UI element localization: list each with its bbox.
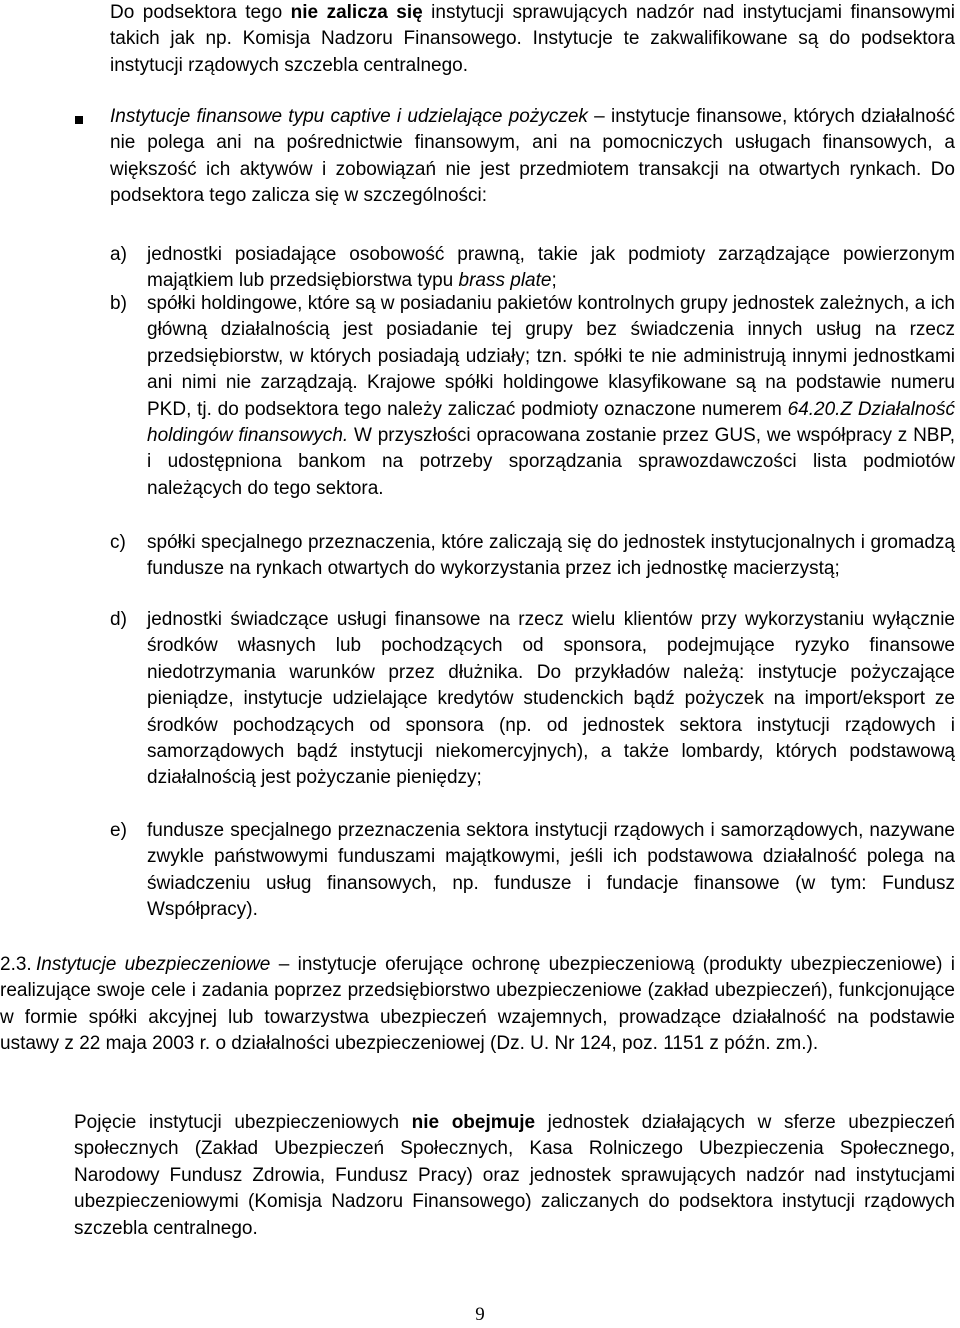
page-number: 9	[475, 1304, 485, 1325]
list-text: fundusze specjalnego przeznaczenia sektora instytucji rządowych i samorządowych, nazywane zwykle państwowymi funduszami majątkowymi, jeśli ich podstawowa działalność polega na świadczeniu usług finansowych, np. fundusze i fundacje finansowe (w tym: Fundusz Współpracy).	[147, 820, 955, 921]
list-label: d)	[110, 609, 127, 630]
list-text	[147, 291, 955, 502]
captive-title: Instytucje finansowe typu captive i udzielające pożyczek	[110, 106, 588, 127]
intro-text-1: Do podsektora tego	[110, 2, 291, 23]
list-text: jednostki świadczące usługi finansowe na rzecz wielu klientów przy wykorzystaniu wyłącznie środków własnych lub pochodzących od sponsora, podejmujące ryzyko finansowe niedotrzymania warunków przez dłużnika. Do przykładów należą: instytucje pożyczające pieniądze, instytucje udzielające kredytów studenckich bądź pożyczek na import/eksport ze środków pochodzących od sponsora (np. od jednostek sektora instytucji rządowych i samorządowych bądź instytucji niekomercyjnych), a także lombardy, których podstawową działalnością jest pożyczanie pieniędzy;	[147, 609, 955, 789]
intro-text-2: instytucji sprawujących nadzór nad instytucjami finansowymi takich jak np. Komisja Nadzoru Finansowego. Instytucje te zakwalifikowane są do podsektora instytucji rządowych szczebla centralnego.	[110, 2, 955, 76]
list-label: c)	[110, 532, 126, 553]
section-title: Instytucje ubezpieczeniowe	[36, 954, 271, 975]
list-label: b)	[110, 293, 127, 314]
list-label: e)	[110, 820, 127, 841]
list-text-tail: W przyszłości opracowana zostanie przez GUS, we współpracy z NBP, i udostępniona bankom na potrzeby sporządzania sprawozdawczości lista podmiotów należących do tego sektora.	[147, 425, 955, 499]
intro-paragraph	[110, 0, 955, 79]
intro-bold: nie zalicza się	[290, 2, 423, 23]
list-text-italic: brass plate	[458, 270, 552, 292]
list-item-d	[110, 607, 955, 819]
list-text	[147, 242, 955, 295]
list-label: a)	[110, 244, 127, 265]
list-text-italic: 64.20.Z Działalność holdingów finansowych.	[147, 398, 955, 447]
list-text: spółki specjalnego przeznaczenia, które zaliczają się do jednostek instytucjonalnych i gromadzą fundusze na rynkach otwartych do wykorzystania przez ich jednostkę macierzystą;	[147, 532, 955, 580]
captive-text: – instytucje finansowe, których działalność nie polega ani na pośrednictwie finansowym, ani na pomocniczych usługach finansowych, a większość ich aktywów i zobowiązań nie jest przedmiotem transakcji na otwartych rynkach. Do podsektora tego zalicza się w szczególności:	[110, 106, 956, 207]
section-number: 2.3.	[0, 954, 32, 975]
closing-bold: nie obejmuje	[411, 1112, 536, 1133]
list-item-c	[110, 530, 955, 610]
closing-paragraph	[74, 1110, 955, 1242]
closing-text-2: jednostek działających w sferze ubezpieczeń społecznych (Zakład Ubezpieczeń Społecznych, Kasa Rolniczego Ubezpieczenia Społecznego, Narodowy Fundusz Zdrowia, Fundusz Pracy) oraz jednostek sprawujących nadzór nad instytucjami ubezpieczeniowymi (Komisja Nadzoru Finansowego) zaliczanych do podsektora instytucji rządowych szczebla centralnego.	[74, 1112, 955, 1239]
closing-text-1: Pojęcie instytucji ubezpieczeniowych	[74, 1112, 412, 1133]
list-text-tail: ;	[551, 270, 557, 292]
section-text: – instytucje oferujące ochronę ubezpieczeniową (produkty ubezpieczeniowe) i realizujące swoje cele i zadania poprzez przedsiębiorstwo ubezpieczeniowe (zakład ubezpieczeń), funkcjonujące w formie spółki akcyjnej lub towarzystwa ubezpieczeń wzajemnych, prowadzące działalność na podstawie ustawy z 22 maja 2003 r. o działalności ubezpieczeniowej (Dz. U. Nr 124, poz. 1151 z późn. zm.).	[0, 954, 955, 1055]
section-2-3-paragraph	[0, 952, 955, 1058]
list-item-a	[110, 242, 955, 294]
list-item-b	[110, 291, 955, 531]
square-bullet-icon	[75, 116, 83, 124]
list-item-e	[110, 818, 955, 928]
list-text-main: jednostki posiadające osobowość prawną, takie jak podmioty zarządzające powierzonym majątkiem lub przedsiębiorstwa typu	[147, 244, 955, 292]
captive-paragraph	[110, 104, 955, 210]
list-text-main: spółki holdingowe, które są w posiadaniu pakietów kontrolnych grupy jednostek zależnych, a ich główną działalnością jest posiadanie tej grupy bez świadczenia innych usług na rzecz przedsiębiorstw, w których posiadają udziały; tzn. spółki te nie administrują innymi jednostkami ani nimi nie zarządzają. Krajowe spółki holdingowe klasyfikowane są na podstawie numeru PKD, tj. do podsektora tego należy zaliczać podmioty oznaczone numerem	[147, 293, 955, 420]
